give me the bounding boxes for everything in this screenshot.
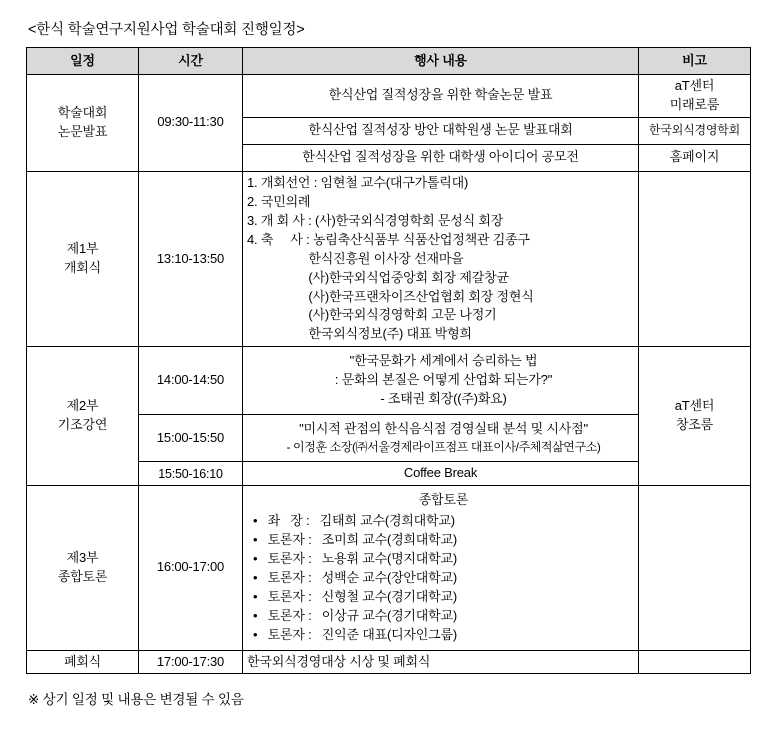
- cell-note-association: 한국외식경영학회: [639, 117, 751, 144]
- column-header-content: 행사 내용: [243, 48, 639, 75]
- cell-content-paper-3: 한식산업 질적성장을 위한 대학생 아이디어 공모전: [243, 144, 639, 171]
- list-item: (사)한국외식업중앙회 회장 제갈창균: [247, 269, 509, 285]
- cell-time-1310-1350: 13:10-13:50: [139, 171, 243, 347]
- keynote-2-line-2: - 이정훈 소장(㈜서울경제라이프점프 대표이사/주체적삶연구소): [286, 439, 601, 454]
- bullet-icon: •: [253, 531, 258, 547]
- keynote-2-line-1: "미시적 관점의 한식음식점 경영실태 분석 및 시사점": [299, 420, 588, 436]
- schedule-table: [26, 47, 751, 674]
- cell-note-homepage: 홈페이지: [639, 144, 751, 171]
- cell-day-part1: [27, 171, 139, 347]
- cell-time-1600-1700: 16:00-17:00: [139, 486, 243, 651]
- cell-note-part3-empty: [639, 486, 751, 651]
- cell-content-keynote-2: [243, 414, 639, 461]
- cell-day-part2: [27, 347, 139, 486]
- cell-note-closing-empty: [639, 650, 751, 674]
- keynote-2-block: [247, 417, 634, 459]
- day-line-2: 개회식: [63, 260, 102, 276]
- cell-time-1550-1610: 15:50-16:10: [139, 462, 243, 486]
- cell-time-1700-1730: 17:00-17:30: [139, 650, 243, 674]
- keynote-1-line-2: : 문화의 본질은 어떻게 산업화 되는가?": [334, 372, 553, 388]
- column-header-note: 비고: [639, 48, 751, 75]
- note-line-2: 미래로룸: [669, 96, 720, 112]
- list-item: 2. 국민의례: [247, 193, 311, 209]
- table-row: [27, 347, 751, 415]
- list-item-label: 토론자 : 진익준 대표(디자인그룹): [267, 626, 457, 642]
- list-item: [253, 512, 634, 531]
- list-item: [253, 607, 634, 626]
- cell-content-coffee-break: Coffee Break: [243, 462, 639, 486]
- table-body: [27, 75, 751, 674]
- panel-heading: 종합토론: [418, 492, 469, 508]
- panel-list: [253, 512, 634, 645]
- list-item: 3. 개 회 사 : (사)한국외식경영학회 문성식 회장: [247, 212, 504, 228]
- cell-time-1500-1550: 15:00-15:50: [139, 414, 243, 461]
- bullet-icon: •: [253, 588, 258, 604]
- cell-content-closing: 한국외식경영대상 시상 및 폐회식: [243, 650, 639, 674]
- list-item: [253, 569, 634, 588]
- bullet-icon: •: [253, 512, 258, 528]
- bullet-icon: •: [253, 569, 258, 585]
- bullet-icon: •: [253, 626, 258, 642]
- cell-day-closing: 폐회식: [27, 650, 139, 674]
- column-header-time: 시간: [139, 48, 243, 75]
- cell-note-part1-empty: [639, 171, 751, 347]
- keynote-1-line-1: "한국문화가 세계에서 승리하는 법: [349, 353, 538, 369]
- list-item-label: 토론자 : 노용휘 교수(명지대학교): [267, 550, 457, 566]
- bullet-icon: •: [253, 607, 258, 623]
- list-item-label: 토론자 : 신형철 교수(경기대학교): [267, 588, 457, 604]
- cell-note-at-center-mirae: [639, 75, 751, 118]
- panel-block: [247, 488, 634, 648]
- note-line-1: aT센터: [674, 78, 715, 93]
- list-item: [253, 626, 634, 645]
- keynote-1-block: [247, 349, 634, 412]
- column-header-day: 일정: [27, 48, 139, 75]
- list-item: 한식진흥원 이사장 선재마을: [247, 250, 464, 266]
- cell-content-paper-1: 한식산업 질적성장을 위한 학술논문 발표: [243, 75, 639, 118]
- list-item: [253, 550, 634, 569]
- list-item-label: 토론자 : 성백순 교수(장안대학교): [267, 569, 457, 585]
- cell-content-keynote-1: [243, 347, 639, 415]
- cell-time-0930-1130: 09:30-11:30: [139, 75, 243, 172]
- cell-content-part1: [243, 171, 639, 347]
- cell-day-paper-session: [27, 75, 139, 172]
- page-title: <한식 학술연구지원사업 학술대회 진행일정>: [28, 22, 305, 38]
- list-item: [253, 531, 634, 550]
- cell-content-paper-2: 한식산업 질적성장 방안 대학원생 논문 발표대회: [243, 117, 639, 144]
- day-line-1: 학술대회: [57, 105, 108, 120]
- footnote: ※ 상기 일정 및 내용은 변경될 수 있음: [28, 692, 244, 708]
- table-row: [27, 75, 751, 118]
- day-line-2: 종합토론: [57, 568, 108, 584]
- cell-time-1400-1450: 14:00-14:50: [139, 347, 243, 415]
- note-line-2: 창조룸: [675, 417, 714, 433]
- table-row: [27, 171, 751, 347]
- note-line-1: aT센터: [674, 398, 715, 414]
- keynote-1-line-3: - 조태권 회장((주)화요): [380, 391, 507, 407]
- cell-content-part3: [243, 486, 639, 651]
- day-line-2: 논문발표: [57, 123, 108, 139]
- list-item: 한국외식정보(주) 대표 박형희: [247, 326, 472, 342]
- cell-day-part3: [27, 486, 139, 651]
- table-header-row: [27, 48, 751, 75]
- day-line-1: 제1부: [66, 241, 99, 257]
- bullet-icon: •: [253, 550, 258, 566]
- list-item: 4. 축 사 : 농림축산식품부 식품산업정책관 김종구: [247, 231, 530, 247]
- table-row: [27, 486, 751, 651]
- day-line-1: 제3부: [66, 549, 99, 565]
- list-item: [253, 588, 634, 607]
- list-item-label: 토론자 : 이상규 교수(경기대학교): [267, 607, 457, 623]
- list-item: (사)한국외식경영학회 고문 나정기: [247, 307, 497, 323]
- list-item: (사)한국프랜차이즈산업협회 회장 정현식: [247, 288, 534, 304]
- day-line-2: 기조강연: [57, 417, 108, 433]
- list-item-label: 좌 장 : 김태희 교수(경희대학교): [267, 512, 455, 528]
- opening-program-list: [247, 174, 634, 345]
- day-line-1: 제2부: [66, 398, 99, 414]
- table-header: [27, 48, 751, 75]
- list-item: 1. 개회선언 : 임현철 교수(대구가톨릭대): [247, 174, 469, 190]
- list-item-label: 토론자 : 조미희 교수(경희대학교): [267, 531, 457, 547]
- table-row: [27, 650, 751, 674]
- cell-note-at-center-changjo: [639, 347, 751, 486]
